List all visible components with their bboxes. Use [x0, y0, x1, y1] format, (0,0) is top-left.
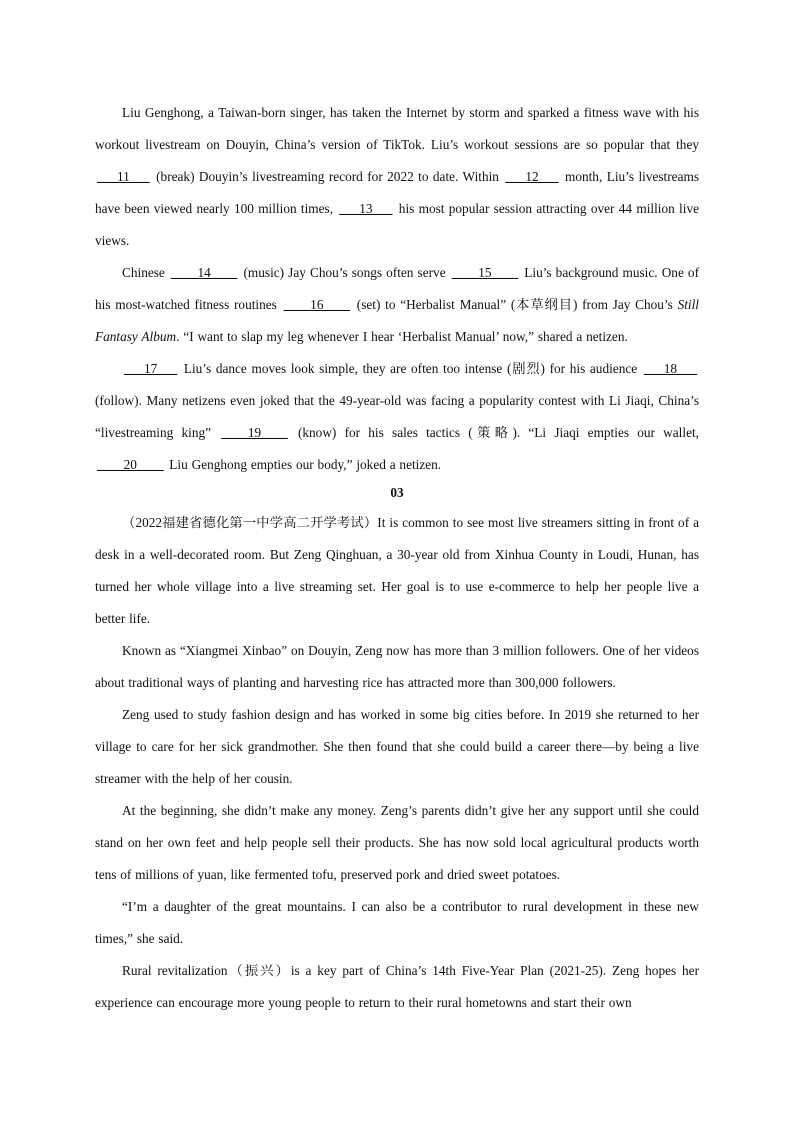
text-run: Liu Genghong, a Taiwan-born singer, has taken the Internet by storm and sparked a fitness wave with his workout livestream on Douyin, China’s version of TikTok. Liu’s workout sessions are so popular that they	[95, 105, 699, 152]
text-run: . “I want to slap my leg whenever I hear ‘Herbalist Manual’ now,” shared a netizen.	[176, 329, 628, 344]
paragraph-dance-moves	[95, 353, 699, 481]
paragraph-fashion: Zeng used to study fashion design and has worked in some big cities before. In 2019 she returned to her village to care for her sick grandmother. She then found that she could build a career there—by being a live streamer with the help of her cousin.	[95, 707, 699, 786]
text-run: (follow). Many netizens even joked that the 49-year-old was facing a popularity contest with Li Jiaqi, China’s “livestreaming king”	[95, 393, 699, 440]
blank-12: ___12___	[505, 169, 559, 184]
blank-18: ___18___	[643, 361, 697, 376]
paragraph-zeng-intro: （2022福建省德化第一中学高二开学考试）It is common to see most live streamers sitting in front of a desk in a well-decorated room. But Zeng Qinghuan, a 30-year old from Xinhua County in Loudi, Hunan, has turned her whole village into a live streaming set. Her goal is to use e-commerce to help her people live a better life.	[95, 515, 699, 626]
text-run: (music) Jay Chou’s songs often serve	[239, 265, 450, 280]
section-number: 03	[390, 485, 404, 500]
blank-13: ___13___	[339, 201, 393, 216]
blank-11: ___11___	[97, 169, 150, 184]
blank-20: ____20____	[97, 457, 164, 472]
blank-14: ____14____	[170, 265, 238, 280]
blank-16: ____16____	[283, 297, 351, 312]
paragraph-beginning: At the beginning, she didn’t make any money. Zeng’s parents didn’t give her any support until she could stand on her own feet and help people sell their products. She has now sold local agricultural products worth tens of millions of yuan, like fermented tofu, preserved pork and dried sweet potatoes.	[95, 803, 699, 882]
text-run: (set) to “Herbalist Manual” (本草纲目) from Jay Chou’s	[352, 297, 678, 312]
text-run: (break) Douyin’s livestreaming record for 2022 to date. Within	[151, 169, 504, 184]
paragraph-rural: Rural revitalization（振兴）is a key part of China’s 14th Five-Year Plan (2021-25). Zeng hopes her experience can encourage more young people to return to their rural hometowns and start their own	[95, 963, 699, 1010]
text-run: his most popular session attracting over 44 million live views.	[95, 201, 699, 248]
paragraph-quote: “I’m a daughter of the great mountains. I can also be a contributor to rural development in these new times,” she said.	[95, 899, 699, 946]
text-run: Liu’s dance moves look simple, they are often too intense (剧烈) for his audience	[179, 361, 642, 376]
text-run: month, Liu’s livestreams have been viewed nearly 100 million times,	[95, 169, 699, 216]
blank-17: ___17___	[124, 361, 178, 376]
paragraph-jay-chou	[95, 257, 699, 353]
text-run: Liu’s background music. One of his most-watched fitness routines	[95, 265, 699, 312]
blank-15: ____15____	[451, 265, 519, 280]
text-run: Liu Genghong empties our body,” joked a netizen.	[165, 457, 442, 472]
blank-19: ____19____	[221, 425, 288, 440]
album-title: Still Fantasy Album	[95, 297, 699, 344]
paragraph-xiangmei: Known as “Xiangmei Xinbao” on Douyin, Zeng now has more than 3 million followers. One of her videos about traditional ways of planting and harvesting rice has attracted more than 300,000 followers.	[95, 643, 699, 690]
text-run: Chinese	[122, 265, 169, 280]
document-page	[95, 97, 699, 1019]
paragraph-liu-intro	[95, 97, 699, 257]
text-run: (know) for his sales tactics (策略). “Li Jiaqi empties our wallet,	[289, 425, 699, 440]
